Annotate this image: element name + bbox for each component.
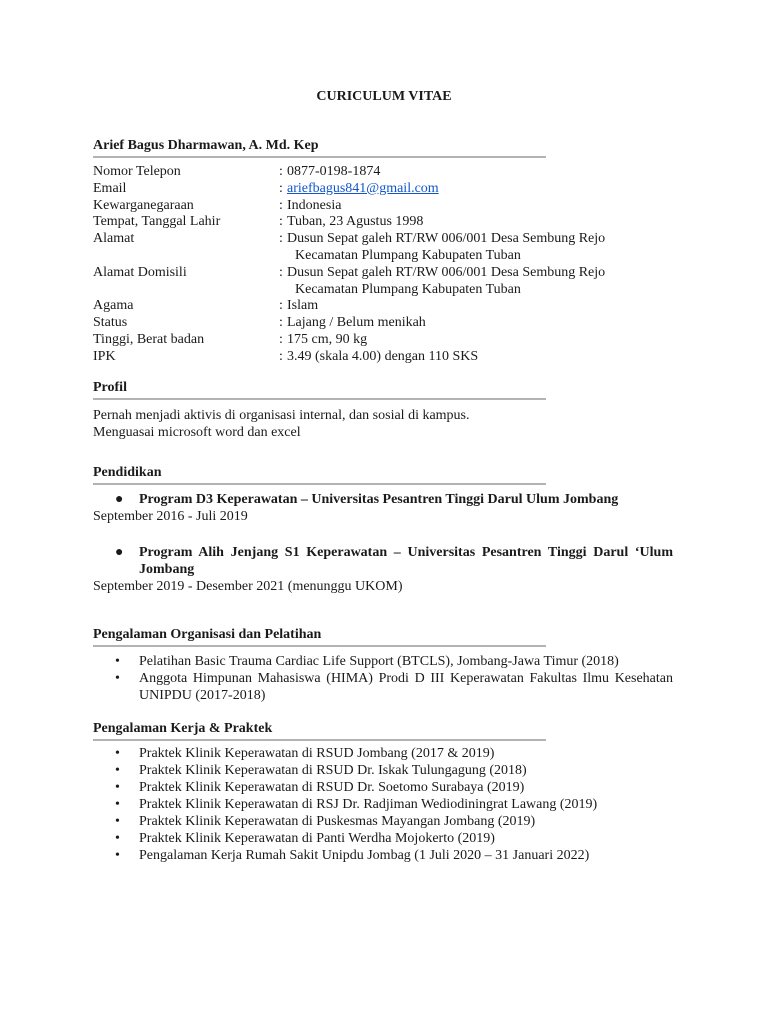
- info-colon: :: [279, 315, 283, 331]
- bullet-icon: •: [115, 831, 120, 846]
- organization-item-text: Pelatihan Basic Trauma Cardiac Life Support (BTCLS), Jombang-Jawa Timur (2018): [139, 654, 619, 669]
- education-period: September 2019 - Desember 2021 (menunggu UKOM): [93, 579, 403, 594]
- bullet-icon: ●: [115, 545, 124, 560]
- profil-text: [93, 407, 673, 441]
- info-label: Tinggi, Berat badan: [93, 331, 205, 347]
- organization-item: [93, 670, 673, 704]
- domicile-line: Dusun Sepat galeh RT/RW 006/001 Desa Sembung Rejo: [287, 264, 606, 280]
- work-item-text: Praktek Klinik Keperawatan di Puskesmas Mayangan Jombang (2019): [139, 814, 536, 829]
- name-heading: Arief Bagus Dharmawan, A. Md. Kep: [93, 138, 546, 158]
- work-item-text: Praktek Klinik Keperawatan di Panti Werdha Mojokerto (2019): [139, 831, 495, 846]
- work-item: [93, 796, 673, 813]
- info-colon: :: [279, 180, 283, 196]
- section-heading-organisasi: Pengalaman Organisasi dan Pelatihan: [93, 627, 546, 647]
- work-list: [93, 745, 673, 864]
- section-heading-kerja: Pengalaman Kerja & Praktek: [93, 721, 546, 741]
- info-row: [93, 265, 693, 299]
- work-item: [93, 779, 673, 796]
- bullet-icon: •: [115, 763, 120, 778]
- work-item: [93, 813, 673, 830]
- address-line: Dusun Sepat galeh RT/RW 006/001 Desa Sembung Rejo: [287, 231, 606, 247]
- info-label: Alamat Domisili: [93, 264, 187, 280]
- work-item-text: Praktek Klinik Keperawatan di RSUD Dr. Iskak Tulungagung (2018): [139, 763, 527, 778]
- bullet-icon: •: [115, 848, 120, 863]
- height-weight-value: 175 cm, 90 kg: [287, 331, 368, 347]
- section-heading-pendidikan: Pendidikan: [93, 465, 546, 485]
- info-colon: :: [279, 231, 283, 247]
- education-period: September 2016 - Juli 2019: [93, 509, 248, 524]
- info-colon: :: [279, 331, 283, 347]
- info-row: [93, 298, 693, 315]
- info-row: [93, 315, 693, 332]
- bullet-icon: •: [115, 814, 120, 829]
- work-item-text: Pengalaman Kerja Rumah Sakit Unipdu Jombag (1 Juli 2020 – 31 Januari 2022): [139, 848, 590, 863]
- organization-list: [93, 653, 673, 704]
- info-label: Tempat, Tanggal Lahir: [93, 214, 221, 230]
- education-program: Program D3 Keperawatan – Universitas Pesantren Tinggi Darul Ulum Jombang: [139, 492, 619, 507]
- domicile-line: Kecamatan Plumpang Kabupaten Tuban: [295, 281, 521, 297]
- education-list: [93, 491, 673, 595]
- email-link[interactable]: ariefbagus841@gmail.com: [287, 180, 439, 196]
- phone-value: 0877-0198-1874: [287, 164, 381, 179]
- address-line: Kecamatan Plumpang Kabupaten Tuban: [295, 247, 521, 263]
- work-item-text: Praktek Klinik Keperawatan di RSJ Dr. Radjiman Wediodiningrat Lawang (2019): [139, 797, 598, 812]
- info-label: Nomor Telepon: [93, 164, 181, 179]
- info-row: [93, 198, 693, 215]
- info-colon: :: [279, 298, 283, 314]
- info-label: Agama: [93, 298, 134, 314]
- work-item-text: Praktek Klinik Keperawatan di RSUD Jombang (2017 & 2019): [139, 746, 495, 761]
- document-title: CURICULUM VITAE: [316, 89, 452, 104]
- info-row: [93, 231, 693, 265]
- info-row: [93, 214, 693, 231]
- info-row: [93, 349, 693, 366]
- birth-value: Tuban, 23 Agustus 1998: [287, 214, 424, 230]
- info-label: Status: [93, 315, 128, 331]
- info-row: [93, 332, 693, 349]
- status-value: Lajang / Belum menikah: [287, 315, 426, 331]
- bullet-icon: •: [115, 671, 120, 686]
- work-item: [93, 830, 673, 847]
- gpa-value: 3.49 (skala 4.00) dengan 110 SKS: [287, 348, 479, 364]
- work-item: [93, 745, 673, 762]
- work-item-text: Praktek Klinik Keperawatan di RSUD Dr. Soetomo Surabaya (2019): [139, 780, 525, 795]
- profil-line: Pernah menjadi aktivis di organisasi internal, dan sosial di kampus.: [93, 408, 470, 423]
- education-program: Program Alih Jenjang S1 Keperawatan – Universitas Pesantren Tinggi Darul ‘Ulum Jombang: [139, 545, 673, 577]
- bullet-icon: •: [115, 780, 120, 795]
- info-label: Kewarganegaraan: [93, 197, 194, 213]
- nationality-value: Indonesia: [287, 197, 342, 213]
- section-heading-profil: Profil: [93, 380, 546, 400]
- work-item: [93, 847, 673, 864]
- info-colon: :: [279, 214, 283, 230]
- religion-value: Islam: [287, 298, 319, 314]
- info-label: Email: [93, 180, 127, 196]
- organization-item-text: Anggota Himpunan Mahasiswa (HIMA) Prodi D III Keperawatan Fakultas Ilmu Kesehatan UNIPDU (2017-2018): [139, 671, 673, 703]
- info-row: [93, 181, 693, 198]
- info-row: [93, 164, 693, 181]
- education-item: [93, 544, 673, 578]
- bullet-icon: •: [115, 797, 120, 812]
- bullet-icon: •: [115, 654, 120, 669]
- personal-info-table: [93, 164, 693, 366]
- info-label: Alamat: [93, 231, 135, 247]
- bullet-icon: •: [115, 746, 120, 761]
- work-item: [93, 762, 673, 779]
- info-colon: :: [279, 264, 283, 280]
- info-colon: :: [279, 197, 283, 213]
- info-colon: :: [279, 164, 283, 179]
- education-item: [93, 491, 673, 508]
- info-label: IPK: [93, 348, 116, 364]
- organization-item: [93, 653, 673, 670]
- bullet-icon: ●: [115, 492, 124, 507]
- info-colon: :: [279, 348, 283, 364]
- profil-line: Menguasai microsoft word dan excel: [93, 425, 301, 440]
